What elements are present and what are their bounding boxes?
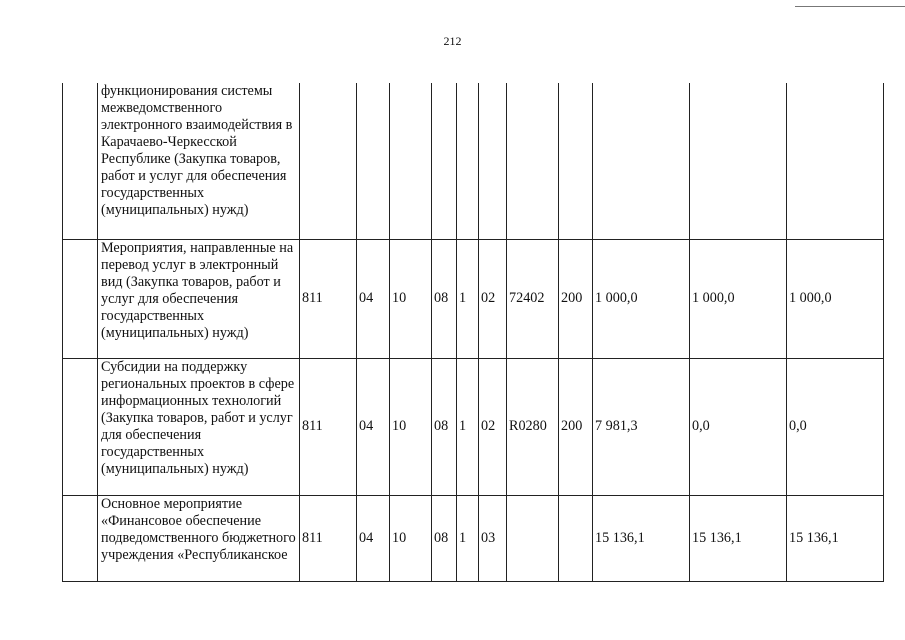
ministry-code-cell: 811 [300, 239, 357, 358]
subprogram-code-cell: 1 [457, 358, 479, 495]
description-cell: Мероприятия, направленные на перевод услуг в электронный вид (Закупка товаров, работ и услуг для обеспечения государственных (муниципальных) нужд) [98, 239, 300, 358]
amount-1-cell: 7 981,3 [593, 358, 690, 495]
amount-2-cell: 15 136,1 [690, 495, 787, 581]
table-row [63, 83, 884, 239]
direction-code-cell [507, 83, 559, 239]
direction-code-cell: 72402 [507, 239, 559, 358]
subprogram-code-cell: 1 [457, 495, 479, 581]
activity-code-cell: 03 [479, 495, 507, 581]
description-cell: Основное мероприятие «Финансовое обеспечение подведомственного бюджетного учреждения «Республиканское [98, 495, 300, 581]
section-code-cell: 04 [357, 495, 390, 581]
top-edge-rule [795, 6, 905, 7]
ministry-code-cell: 811 [300, 495, 357, 581]
table-row [63, 358, 884, 495]
section-code-cell: 04 [357, 239, 390, 358]
amount-3-cell [787, 83, 884, 239]
budget-table [62, 83, 884, 582]
table-row [63, 239, 884, 358]
section-code-cell: 04 [357, 358, 390, 495]
direction-code-cell: R0280 [507, 358, 559, 495]
activity-code-cell: 02 [479, 239, 507, 358]
page-number: 212 [443, 34, 462, 48]
amount-1-cell: 1 000,0 [593, 239, 690, 358]
table-row [63, 495, 884, 581]
ministry-code-cell [300, 83, 357, 239]
amount-3-cell: 0,0 [787, 358, 884, 495]
program-code-cell: 08 [432, 358, 457, 495]
description-cell: Субсидии на поддержку региональных проектов в сфере информационных технологий (Закупка товаров, работ и услуг для обеспечения государственных (муниципальных) нужд) [98, 358, 300, 495]
expense-type-cell: 200 [559, 239, 593, 358]
amount-1-cell: 15 136,1 [593, 495, 690, 581]
subprogram-code-cell: 1 [457, 239, 479, 358]
program-code-cell [432, 83, 457, 239]
subsection-code-cell: 10 [390, 495, 432, 581]
direction-code-cell [507, 495, 559, 581]
subsection-code-cell [390, 83, 432, 239]
amount-3-cell: 15 136,1 [787, 495, 884, 581]
amount-2-cell: 0,0 [690, 358, 787, 495]
number-cell [63, 358, 98, 495]
amount-3-cell: 1 000,0 [787, 239, 884, 358]
amount-2-cell: 1 000,0 [690, 239, 787, 358]
amount-1-cell [593, 83, 690, 239]
amount-2-cell [690, 83, 787, 239]
program-code-cell: 08 [432, 495, 457, 581]
subsection-code-cell: 10 [390, 358, 432, 495]
activity-code-cell: 02 [479, 358, 507, 495]
activity-code-cell [479, 83, 507, 239]
section-code-cell [357, 83, 390, 239]
expense-type-cell [559, 495, 593, 581]
subsection-code-cell: 10 [390, 239, 432, 358]
description-cell: функционирования системы межведомственного электронного взаимодействия в Карачаево-Черкесской Республике (Закупка товаров, работ и услуг для обеспечения государственных (муниципальных) нужд) [98, 83, 300, 239]
expense-type-cell [559, 83, 593, 239]
subprogram-code-cell [457, 83, 479, 239]
number-cell [63, 83, 98, 239]
expense-type-cell: 200 [559, 358, 593, 495]
program-code-cell: 08 [432, 239, 457, 358]
number-cell [63, 239, 98, 358]
number-cell [63, 495, 98, 581]
ministry-code-cell: 811 [300, 358, 357, 495]
